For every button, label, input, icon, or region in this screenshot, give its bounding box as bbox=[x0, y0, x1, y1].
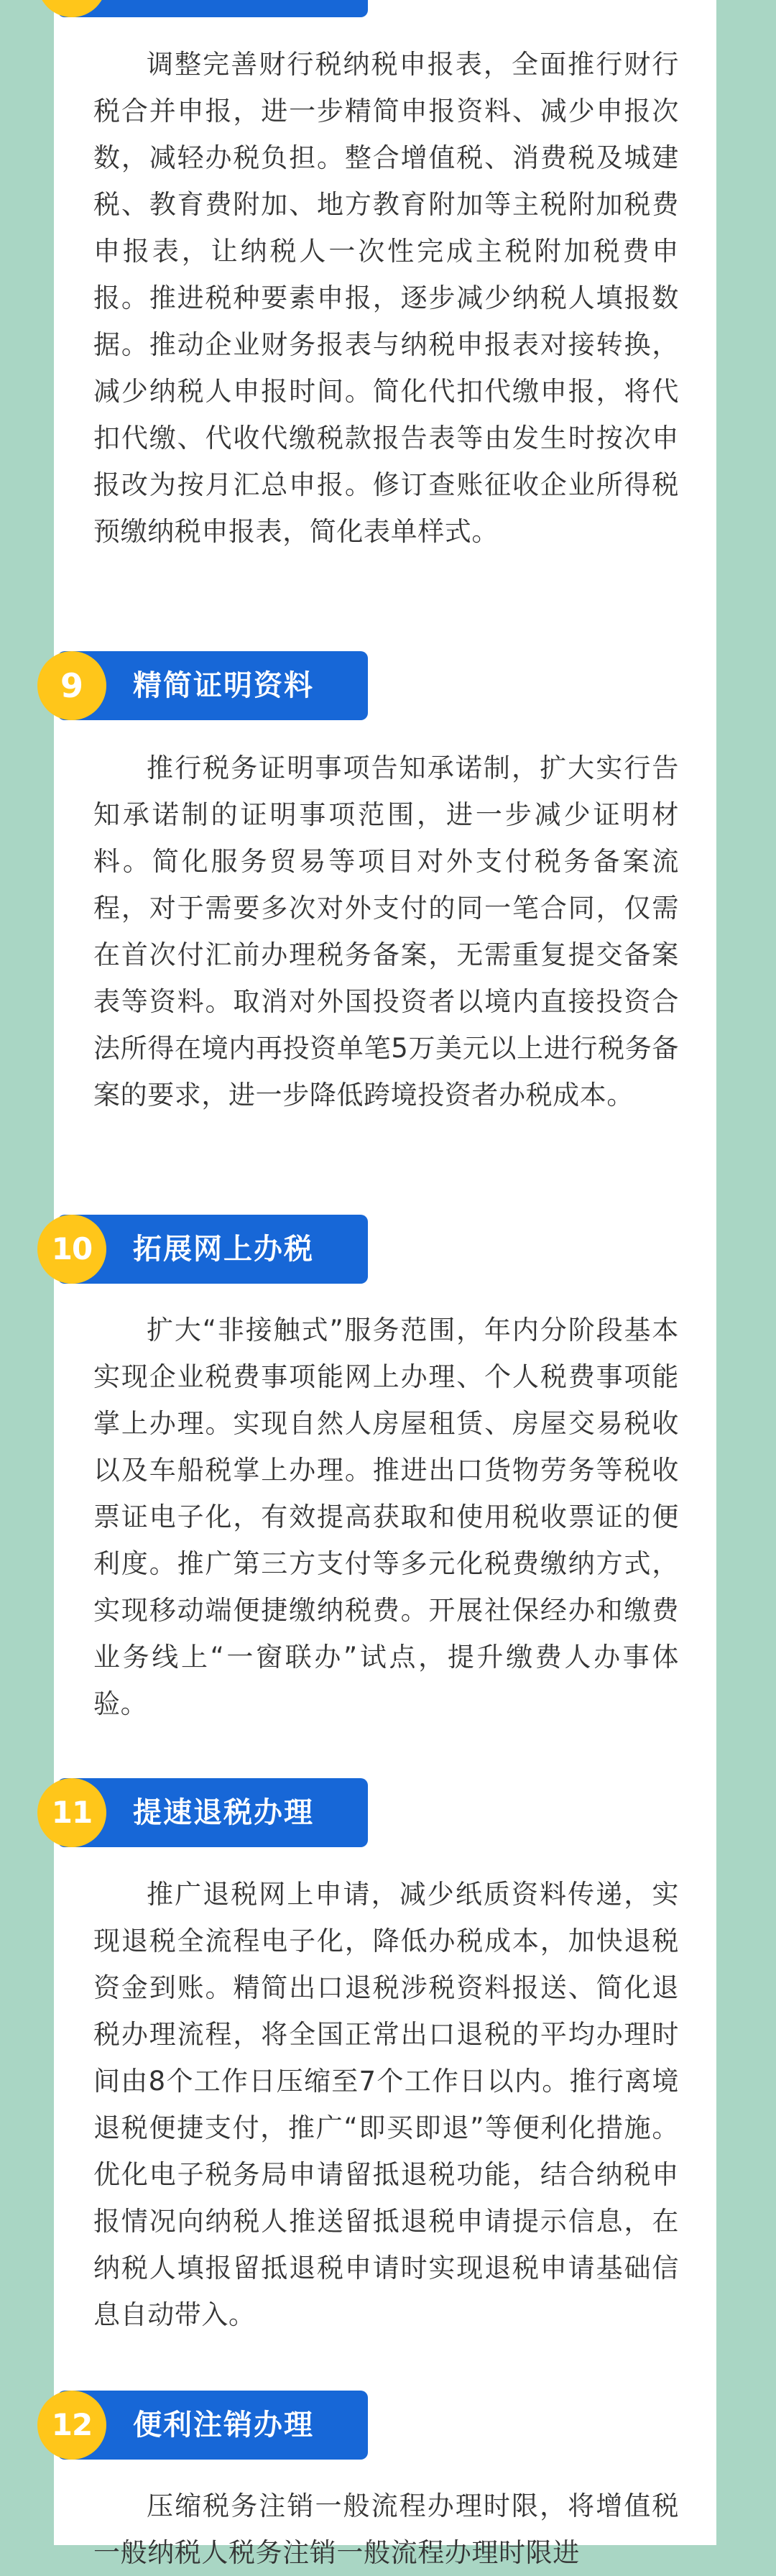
section-number-badge: 10 bbox=[37, 1215, 106, 1284]
section-title: 提速退税办理 bbox=[133, 1796, 314, 1829]
section-number-badge: 11 bbox=[37, 1778, 106, 1847]
section-paragraph: 推广退税网上申请，减少纸质资料传递，实现退税全流程电子化，降低办税成本，加快退税资金到账。精简出口退税涉税资料报送、简化退税办理流程，将全国正常出口退税的平均办理时间由8个工作日压缩至7个工作日以内。推行离境退税便捷支付，推广“即买即退”等便利化措施。优化电子税务局申请留抵退税功能，结合纳税申报情况向纳税人推送留抵退税申请提示信息，在纳税人填报留抵退税申请时实现退税申请基础信息自动带入。 bbox=[93, 1879, 679, 2330]
section-number-badge: 9 bbox=[37, 651, 106, 720]
section-paragraph: 调整完善财行税纳税申报表，全面推行财行税合并申报，进一步精简申报资料、减少申报次数，减轻办税负担。整合增值税、消费税及城建税、教育费附加、地方教育附加等主税附加税费申报表，让纳税人一次性完成主税附加税费申报。推进税种要素申报，逐步减少纳税人填报数据。推动企业财务报表与纳税申报表对接转换，减少纳税人申报时间。简化代扣代缴申报，将代扣代缴、代收代缴税款报告表等由发生时按次申报改为按月汇总申报。修订查账征收企业所得税预缴纳税申报表，简化表单样式。 bbox=[93, 49, 679, 547]
section-paragraph: 推行税务证明事项告知承诺制，扩大实行告知承诺制的证明事项范围，进一步减少证明材料。简化服务贸易等项目对外支付税务备案流程，对于需要多次对外支付的同一笔合同，仅需在首次付汇前办理税务备案，无需重复提交备案表等资料。取消对外国投资者以境内直接投资合法所得在境内再投资单笔5万美元以上进行税务备案的要求，进一步降低跨境投资者办税成本。 bbox=[93, 753, 679, 1110]
section-number-badge: 12 bbox=[37, 2391, 106, 2460]
section-header-bar bbox=[57, 0, 368, 17]
section-paragraph: 扩大“非接触式”服务范围，年内分阶段基本实现企业税费事项能网上办理、个人税费事项能掌上办理。实现自然人房屋租赁、房屋交易税收以及车船税掌上办理。推进出口货物劳务等税收票证电子化，有效提高获取和使用税收票证的便利度。推广第三方支付等多元化税费缴纳方式，实现移动端便捷缴纳税费。开展社保经办和缴费业务线上“一窗联办”试点，提升缴费人办事体验。 bbox=[93, 1315, 679, 1719]
section-title: 便利注销办理 bbox=[133, 2409, 314, 2442]
section-title: 精简证明资料 bbox=[133, 669, 314, 702]
section-title: 拓展网上办税 bbox=[133, 1233, 314, 1266]
section-paragraph: 压缩税务注销一般流程办理时限，将增值税一般纳税人税务注销一般流程办理时限进 bbox=[93, 2490, 679, 2568]
